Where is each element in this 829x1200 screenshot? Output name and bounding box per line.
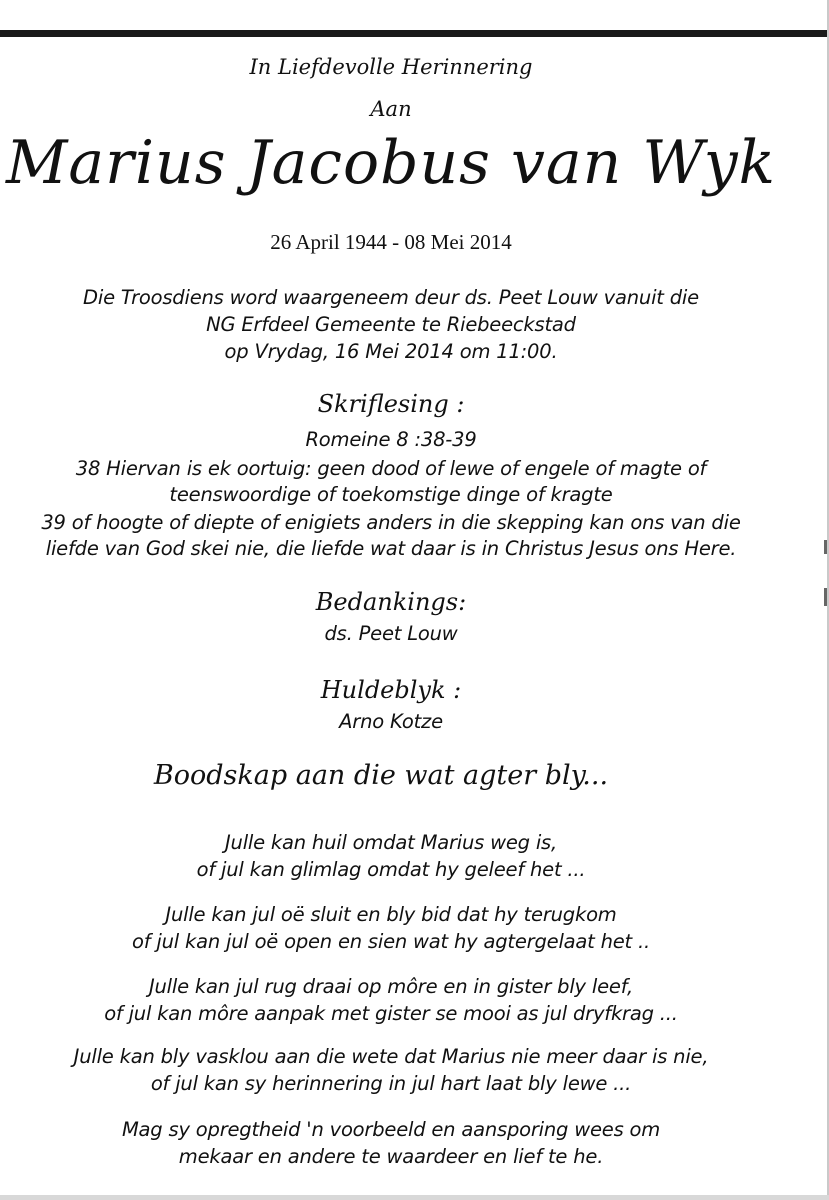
scripture-line: 39 of hoogte of diepte of enigiets anders in die skepping kan ons van die (41, 511, 741, 534)
scripture-heading: Skriflesing : (317, 390, 465, 418)
message-heading: Boodskap aan die wat agter bly... (153, 760, 609, 791)
deceased-name: Marius Jacobus van Wyk (5, 128, 777, 198)
life-dates: 26 April 1944 - 08 Mei 2014 (270, 230, 512, 254)
message-line: Julle kan bly vasklou aan die wete dat Marius nie meer daar is nie, (73, 1045, 709, 1068)
service-line: Die Troosdiens word waargeneem deur ds. Peet Louw vanuit die (83, 286, 699, 309)
thanks-heading: Bedankings: (315, 588, 467, 616)
message-line: Julle kan jul rug draai op môre en in gister bly leef, (148, 975, 634, 998)
service-line: NG Erfdeel Gemeente te Riebeeckstad (206, 313, 576, 336)
header-to: Aan (370, 97, 412, 121)
scripture-line: 38 Hiervan is ek oortuig: geen dood of lewe of engele of magte of (75, 457, 707, 480)
message-line: Mag sy opregtheid 'n voorbeeld en aansporing wees om (121, 1118, 661, 1141)
message-line: of jul kan sy herinnering in jul hart laat bly lewe ... (150, 1072, 632, 1095)
service-line: op Vrydag, 16 Mei 2014 om 11:00. (224, 340, 558, 363)
scripture-reference: Romeine 8 :38-39 (305, 428, 477, 451)
scripture-line: teenswoordige of toekomstige dinge of kragte (169, 483, 613, 506)
tribute-name: Arno Kotze (339, 710, 443, 733)
message-line: of jul kan glimlag omdat hy geleef het ... (196, 858, 586, 881)
message-line: Julle kan huil omdat Marius weg is, (224, 831, 557, 854)
scan-speck (824, 588, 827, 606)
header-in-loving-memory: In Liefdevolle Herinnering (249, 55, 533, 79)
bottom-edge-shadow (0, 1195, 829, 1200)
message-line: of jul kan jul oë open en sien wat hy agtergelaat het .. (131, 930, 650, 953)
tribute-heading: Huldeblyk : (320, 676, 462, 704)
top-border-rule (0, 30, 829, 37)
message-line: of jul kan môre aanpak met gister se mooi as jul dryfkrag ... (104, 1002, 678, 1025)
message-line: mekaar en andere te waardeer en lief te he. (178, 1145, 604, 1168)
scan-speck (824, 540, 827, 554)
scripture-line: liefde van God skei nie, die liefde wat daar is in Christus Jesus ons Here. (45, 537, 737, 560)
message-line: Julle kan jul oë sluit en bly bid dat hy terugkom (165, 903, 617, 926)
thanks-name: ds. Peet Louw (324, 622, 458, 645)
